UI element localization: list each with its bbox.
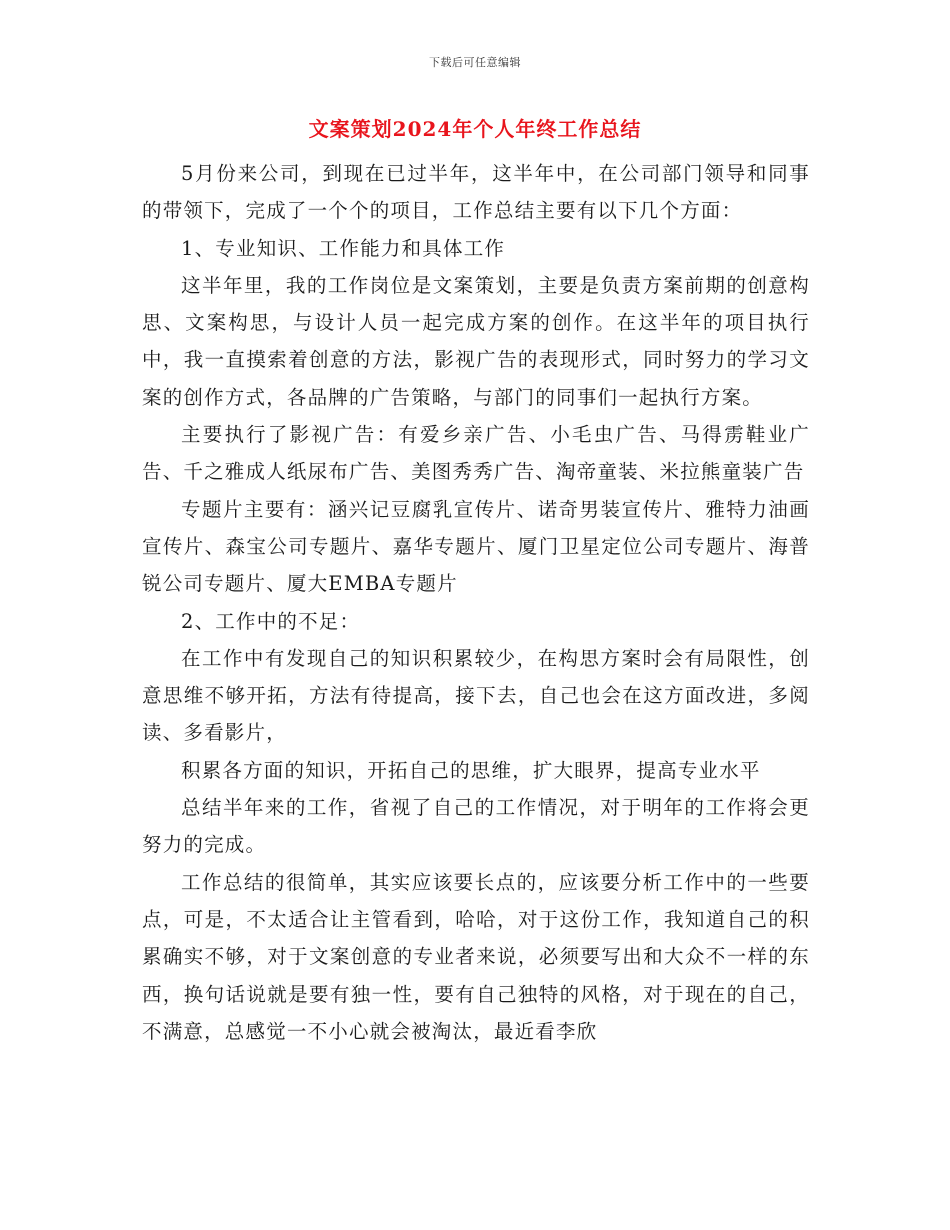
paragraph-tv-ads: 主要执行了影视广告：有爱乡亲广告、小毛虫广告、马得雳鞋业广告、千之雅成人纸尿布广告、美图秀秀广告、淘帝童装、米拉熊童装广告 [142, 423, 810, 484]
document-title: 文案策划2024年个人年终工作总结 [308, 117, 642, 141]
paragraph-shortcomings: 在工作中有发现自己的知识积累较少，在构思方案时会有局限性，创意思维不够开拓，方法有待提高，接下去，自己也会在这方面改进，多阅读、多看影片， [142, 646, 810, 745]
paragraph-intro: 5月份来公司，到现在已过半年，这半年中，在公司部门领导和同事的带领下，完成了一个个的项目，工作总结主要有以下几个方面： [142, 162, 810, 223]
paragraph-feature-films: 专题片主要有：涵兴记豆腐乳宣传片、诺奇男装宣传片、雅特力油画宣传片、森宝公司专题片、嘉华专题片、厦门卫星定位公司专题片、海普锐公司专题片、厦大EMBA专题片 [142, 497, 810, 596]
paragraph-job-description: 这半年里，我的工作岗位是文案策划，主要是负责方案前期的创意构思、文案构思，与设计人员一起完成方案的创作。在这半年的项目执行中，我一直摸索着创意的方法，影视广告的表现形式，同时努力的学习文案的创作方式，各品牌的广告策略，与部门的同事们一起执行方案。 [142, 273, 810, 409]
header-note: 下载后可任意编辑 [429, 56, 521, 69]
section-heading-2: 2、工作中的不足： [181, 609, 361, 633]
paragraph-improvement: 积累各方面的知识，开拓自己的思维，扩大眼界，提高专业水平 [181, 758, 761, 782]
paragraph-summary: 总结半年来的工作，省视了自己的工作情况，对于明年的工作将会更努力的完成。 [142, 796, 810, 857]
paragraph-reflection: 工作总结的很简单，其实应该要长点的，应该要分析工作中的一些要点，可是，不太适合让主管看到，哈哈，对于这份工作，我知道自己的积累确实不够，对于文案创意的专业者来说，必须要写出和大众不一样的东西，换句话说就是要有独一性，要有自己独特的风格，对于现在的自己，不满意，总感觉一不小心就会被淘汰，最近看李欣 [142, 870, 810, 1043]
section-heading-1: 1、专业知识、工作能力和具体工作 [181, 236, 506, 260]
document-body [142, 155, 810, 1050]
